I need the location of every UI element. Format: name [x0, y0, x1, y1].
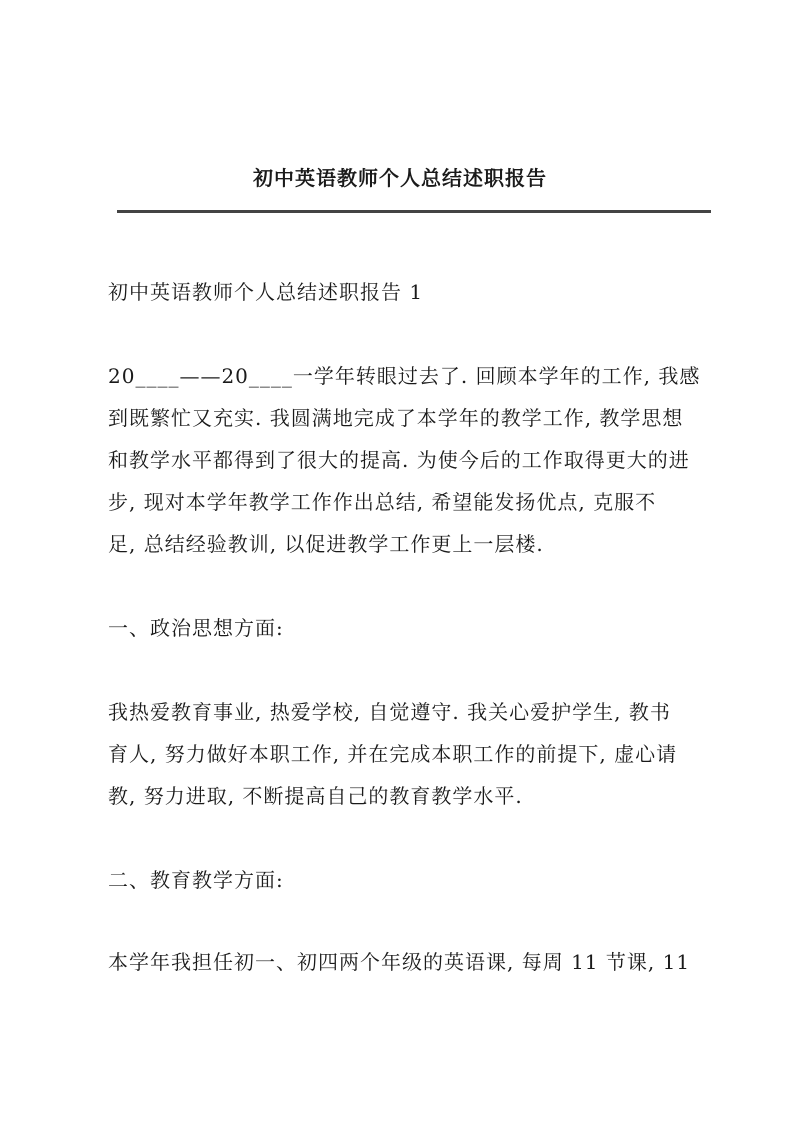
title-underline	[117, 210, 711, 213]
section-heading: 一、政治思想方面:	[108, 616, 284, 640]
paragraph-line: 本学年我担任初一、初四两个年级的英语课, 每周 11 节课, 11	[108, 950, 691, 974]
paragraph-line: 步, 现对本学年教学工作作出总结, 希望能发扬优点, 克服不	[108, 490, 657, 514]
paragraph-line: 育人, 努力做好本职工作, 并在完成本职工作的前提下, 虚心请	[108, 742, 678, 766]
paragraph-line: 20____——20____一学年转眼过去了. 回顾本学年的工作, 我感	[108, 364, 701, 388]
document-title: 初中英语教师个人总结述职报告	[253, 166, 547, 190]
section-heading: 二、教育教学方面:	[108, 868, 284, 892]
paragraph-line: 到既繁忙又充实. 我圆满地完成了本学年的教学工作, 教学思想	[108, 406, 684, 430]
paragraph-line: 教, 努力进取, 不断提高自己的教育教学水平.	[108, 784, 523, 808]
paragraph-line: 我热爱教育事业, 热爱学校, 自觉遵守. 我关心爱护学生, 教书	[108, 700, 671, 724]
paragraph-line: 和教学水平都得到了很大的提高. 为使今后的工作取得更大的进	[108, 448, 690, 472]
section-subtitle: 初中英语教师个人总结述职报告 1	[108, 280, 424, 304]
paragraph-line: 足, 总结经验教训, 以促进教学工作更上一层楼.	[108, 532, 544, 556]
